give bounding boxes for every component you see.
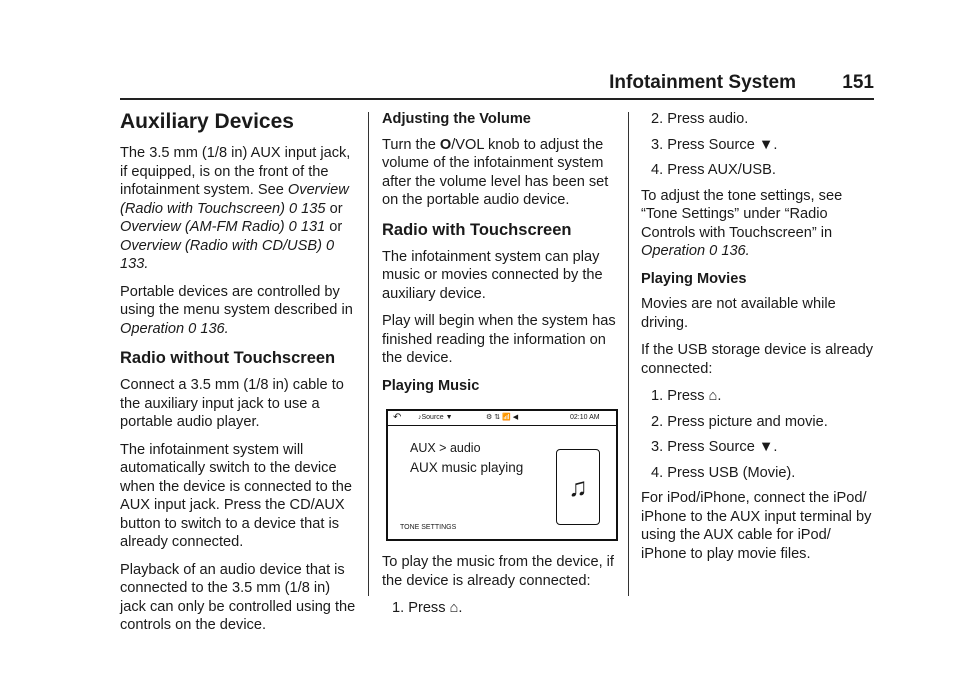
heading-radio-without-touchscreen: Radio without Touchscreen [120, 349, 336, 367]
step-1-press-home: 1. Press ⌂. [392, 600, 463, 616]
screen-clock: 02:10 AM [570, 414, 600, 421]
home-icon: ⌂ [708, 388, 718, 404]
link-overview-touchscreen[interactable]: Overview (Radio with Touchscreen) [120, 182, 349, 217]
heading-playing-music: Playing Music [382, 377, 480, 394]
screen-source-label: ♪Source ▼ [418, 414, 453, 421]
paragraph-play-music-movies: The infotainment system can play music or movies connected by the auxiliary device. [382, 248, 603, 302]
column-2 [382, 110, 618, 625]
paragraph-play-music-steps: To play the music from the device, if the device is already connected: [382, 554, 614, 589]
step-4-press-aux-usb: 4. Press AUX/USB. [651, 162, 776, 178]
movie-step-1-press-home: 1. Press ⌂. [651, 388, 722, 404]
paragraph-portable-devices: Portable devices are controlled by using the menu system described in Operation 0 136. [120, 283, 353, 337]
source-down-icon: ▼ [758, 136, 774, 153]
paragraph-aux-intro: The 3.5 mm (1/8 in) AUX input jack, if equipped, is on the front of the infotainment system. See Overview (Radio with Touchscreen) 0 135 or Overview (AM-FM Radio) 0 131 or Overview (Radio with CD/USB) 0 133. [120, 145, 351, 272]
page-ref[interactable]: 0 135 [289, 200, 326, 217]
aux-audio-screen-illustration [386, 409, 618, 541]
step-2-press-audio: 2. Press audio. [651, 111, 749, 127]
paragraph-ipod-iphone: For iPod/iPhone, connect the iPod/ iPhone to the AUX input terminal by using the AUX cable for iPod/ iPhone to play movie files. [641, 490, 872, 562]
page-ref[interactable]: 0 136. [188, 320, 229, 337]
movie-step-4-usb-movie: 4. Press USB (Movie). [651, 464, 796, 481]
header-rule [120, 98, 874, 100]
column-divider [368, 112, 369, 596]
heading-auxiliary-devices: Auxiliary Devices [120, 110, 294, 133]
page-header [120, 70, 874, 100]
section-title: Infotainment System [609, 72, 796, 93]
paragraph-play-begin: Play will begin when the system has finished reading the information on the device. [382, 313, 616, 366]
paragraph-playback-control: Playback of an audio device that is connected to the 3.5 mm (1/8 in) jack can only be controlled using the controls on the device. [120, 561, 356, 633]
music-note-icon: ♫ [556, 449, 600, 525]
screen-status-bar [388, 411, 616, 426]
source-down-icon: ▼ [758, 439, 774, 455]
back-icon: ↶ [393, 412, 402, 423]
link-operation[interactable]: Operation [641, 243, 706, 259]
paragraph-usb-connected: If the USB storage device is already connected: [641, 342, 873, 377]
power-knob-icon: O [439, 136, 452, 153]
screen-aux-status: AUX music playing [410, 460, 524, 475]
page-ref[interactable]: 0 133. [120, 237, 335, 272]
paragraph-movies-driving: Movies are not available while driving. [641, 296, 836, 331]
heading-radio-with-touchscreen: Radio with Touchscreen [382, 220, 572, 239]
link-overview-cd-usb[interactable]: Overview (Radio with CD/USB) [120, 237, 322, 254]
home-icon: ⌂ [449, 600, 459, 616]
status-icons: ⚙ ⇅ 📶 ◀ [486, 414, 519, 421]
movie-step-3-press-source: 3. Press Source ▼. [651, 439, 778, 455]
heading-adjusting-volume: Adjusting the Volume [382, 111, 531, 127]
column-divider [628, 112, 629, 596]
movie-step-2-picture-movie: 2. Press picture and movie. [651, 413, 828, 430]
page-number: 151 [842, 72, 874, 93]
page-ref[interactable]: 0 131 [288, 219, 326, 235]
column-1 [120, 110, 356, 644]
step-3-press-source: 3. Press Source ▼. [651, 136, 778, 153]
paragraph-connect-cable: Connect a 3.5 mm (1/8 in) cable to the auxiliary input jack to use a portable audio player. [120, 377, 344, 430]
column-3 [641, 110, 877, 572]
page-ref[interactable]: 0 136. [709, 243, 750, 259]
heading-playing-movies: Playing Movies [641, 270, 747, 287]
paragraph-volume: Turn the O/VOL knob to adjust the volume of the infotainment system after the volume level has been set on the portable audio device. [382, 136, 609, 208]
screen-aux-path: AUX > audio [410, 441, 481, 455]
screen-tone-settings: TONE SETTINGS [400, 524, 457, 531]
paragraph-tone-settings: To adjust the tone settings, see “Tone Settings” under “Radio Controls with Touchscreen” in Operation 0 136. [641, 187, 843, 259]
paragraph-auto-switch: The infotainment system will automatically switch to the device when the device is connected to the AUX input jack. Press the CD/AUX button to switch to a device that is already connected. [120, 441, 353, 550]
link-overview-am-fm[interactable]: Overview (AM-FM Radio) [120, 219, 285, 235]
link-operation[interactable]: Operation [120, 320, 185, 337]
